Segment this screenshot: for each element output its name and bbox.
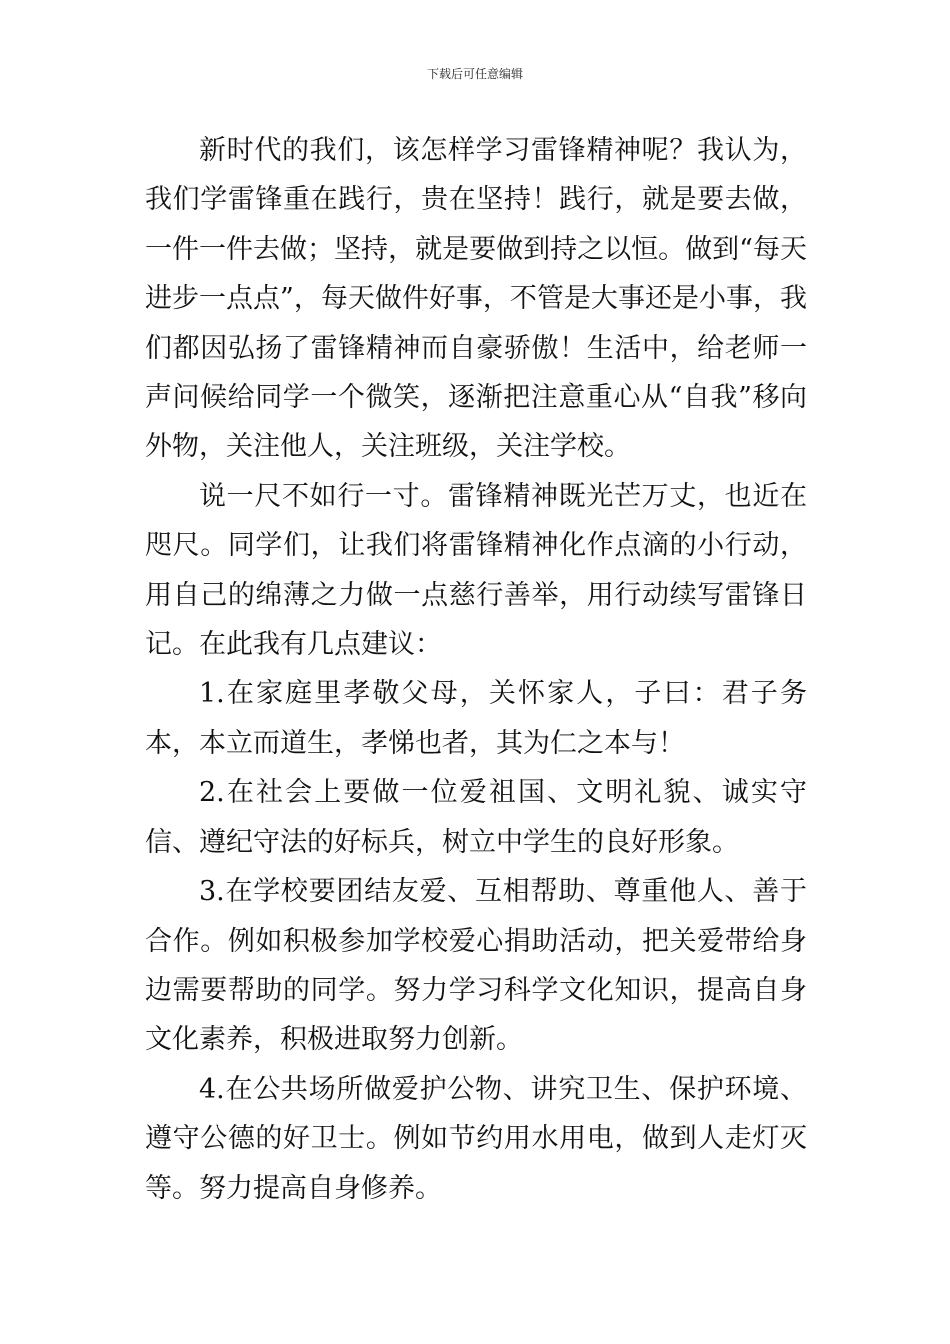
suggestion-4: 4.在公共场所做爱护公物、讲究卫生、保护环境、遵守公德的好卫士。例如节约用水用电，做到人走灯灭等。努力提高自身修养。 — [145, 1073, 807, 1204]
paragraph-1: 新时代的我们，该怎样学习雷锋精神呢？我认为，我们学雷锋重在践行，贵在坚持！践行，就是要去做，一件一件去做；坚持，就是要做到持之以恒。做到“每天进步一点点”，每天做件好事，不管是大事还是小事，我们都因弘扬了雷锋精神而自豪骄傲！生活中，给老师一声问候给同学一个微笑，逐渐把注意重心从“自我”移向外物，关注他人，关注班级，关注学校。 — [145, 135, 807, 463]
suggestion-1: 1.在家庭里孝敬父母，关怀家人，子曰：君子务本，本立而道生，孝悌也者，其为仁之本与！ — [145, 678, 807, 759]
suggestion-3: 3.在学校要团结友爱、互相帮助、尊重他人、善于合作。例如积极参加学校爱心捐助活动，把关爱带给身边需要帮助的同学。努力学习科学文化知识，提高自身文化素养，积极进取努力创新。 — [145, 876, 807, 1056]
suggestion-2: 2.在社会上要做一位爱祖国、文明礼貌、诚实守信、遵纪守法的好标兵，树立中学生的良好形象。 — [145, 777, 807, 858]
paragraph-2: 说一尺不如行一寸。雷锋精神既光芒万丈，也近在咫尺。同学们，让我们将雷锋精神化作点滴的小行动，用自己的绵薄之力做一点慈行善举，用行动续写雷锋日记。在此我有几点建议： — [145, 480, 807, 661]
page-header: 下载后可任意编辑 — [426, 67, 523, 81]
document-body — [145, 126, 807, 1213]
